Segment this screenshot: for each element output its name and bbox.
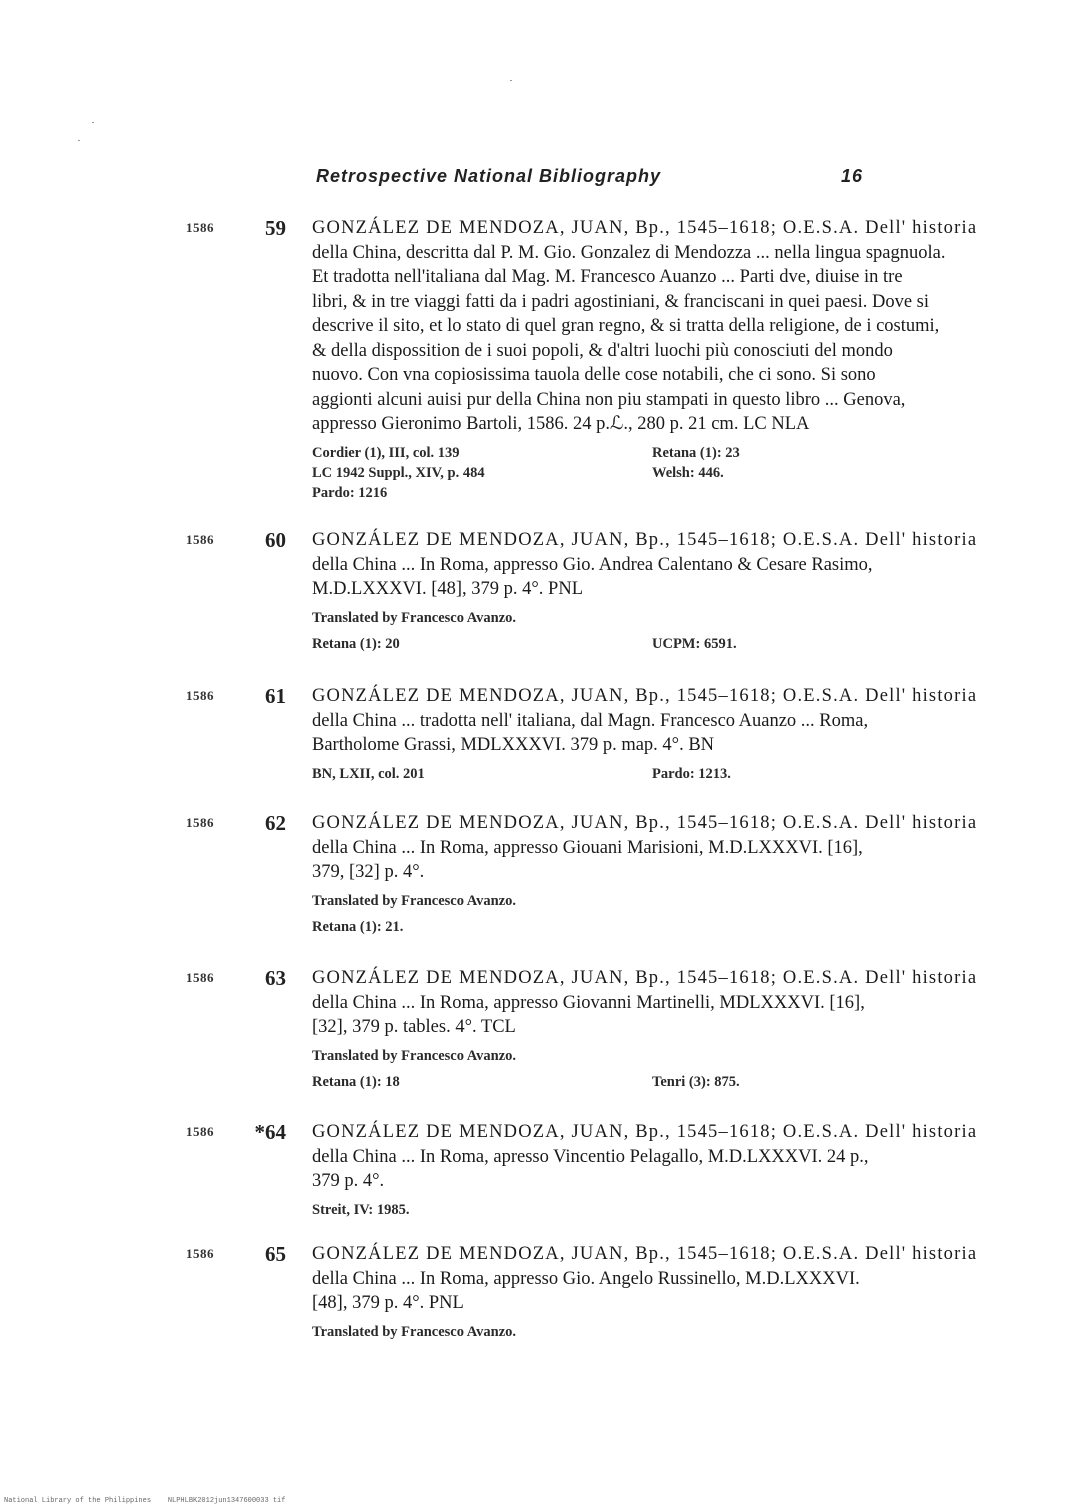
citation: BN, LXII, col. 201: [312, 765, 425, 782]
entry-year: 1586: [186, 970, 214, 985]
entry-number: 63: [265, 966, 286, 990]
entry-line: GONZÁLEZ DE MENDOZA, JUAN, Bp., 1545–1618; O.E.S.A. Dell' historia: [312, 1244, 978, 1264]
citations: [312, 1072, 992, 1092]
entry-text: [312, 966, 992, 1040]
entry-line: Et tradotta nell'italiana dal Mag. M. Francesco Auanzo ... Parti dve, diuise in tre: [312, 267, 903, 287]
citation: [652, 483, 992, 503]
entry-line: [32], 379 p. tables. 4°. TCL: [312, 1017, 516, 1037]
entry-note: Translated by Francesco Avanzo.: [312, 609, 517, 626]
entry-text: [312, 216, 992, 437]
citations: [312, 634, 992, 654]
running-title: Retrospective National Bibliography: [316, 166, 662, 186]
entry-text: [312, 1242, 992, 1316]
entry-note: Translated by Francesco Avanzo.: [312, 1047, 517, 1064]
entry-year: 1586: [186, 688, 214, 703]
entry-text: [312, 684, 992, 758]
entry-number: *64: [254, 1120, 286, 1144]
entry-body: [312, 1120, 992, 1220]
entry-body: [312, 528, 992, 654]
citation: Pardo: 1213.: [652, 765, 731, 782]
entry-line: della China ... In Roma, appresso Giouani Marisioni, M.D.LXXXVI. [16],: [312, 837, 863, 858]
entry-number: 61: [265, 684, 286, 708]
entry-body: [312, 966, 992, 1092]
scan-footer: National Library of the Philippines NLPHLBK2012jun1347600033 tif: [4, 1497, 286, 1505]
citation: Pardo: 1216: [312, 484, 388, 501]
entry-text: [312, 1120, 992, 1194]
entry-year: 1586: [186, 532, 214, 547]
entry-text: [312, 528, 992, 602]
entry-line: & della dispossition de i suoi popoli, & d'altri luochi più conosciuti del mondo: [312, 340, 893, 361]
entry-line: 379, [32] p. 4°.: [312, 862, 425, 882]
scan-speck: [92, 122, 94, 123]
entry-year: 1586: [186, 815, 214, 830]
entry-year: 1586: [186, 1246, 214, 1261]
entry-line: GONZÁLEZ DE MENDOZA, JUAN, Bp., 1545–1618; O.E.S.A. Dell' historia: [312, 1122, 978, 1142]
entry-note: Translated by Francesco Avanzo.: [312, 892, 517, 909]
citation: Retana (1): 23: [652, 444, 740, 461]
entry-line: libri, & in tre viaggi fatti da i padri agostiniani, & franciscani in quei paesi. Dove si: [312, 291, 930, 312]
entry-line: della China ... tradotta nell' italiana, dal Magn. Francesco Auanzo ... Roma,: [312, 710, 869, 731]
scan-speck: [510, 80, 512, 81]
citation: Cordier (1), III, col. 139: [312, 444, 460, 461]
entry-line: aggionti alcuni auisi pur della China non piu stampati in questo libro ... Genova,: [312, 389, 906, 410]
entry-note: Translated by Francesco Avanzo.: [312, 1323, 517, 1340]
entry-line: GONZÁLEZ DE MENDOZA, JUAN, Bp., 1545–1618; O.E.S.A. Dell' historia: [312, 218, 978, 238]
entry-body: [312, 1242, 992, 1342]
entry-number: 65: [265, 1242, 286, 1266]
entry-text: [312, 811, 992, 885]
entry-line: M.D.LXXXVI. [48], 379 p. 4°. PNL: [312, 579, 584, 599]
entry-line: Bartholome Grassi, MDLXXXVI. 379 p. map. 4°. BN: [312, 735, 715, 755]
entry-line: della China, descritta dal P. M. Gio. Gonzalez di Mendozza ... nella lingua spagnuola.: [312, 242, 946, 263]
entry-line: 379 p. 4°.: [312, 1171, 385, 1191]
entry-line: appresso Gieronimo Bartoli, 1586. 24 p.ℒ., 280 p. 21 cm. LC NLA: [312, 414, 810, 434]
entry-number: 62: [265, 811, 286, 835]
citation: Retana (1): 20: [312, 635, 400, 652]
entry-body: [312, 684, 992, 784]
entry-line: della China ... In Roma, apresso Vincentio Pelagallo, M.D.LXXXVI. 24 p.,: [312, 1146, 869, 1167]
entry-line: GONZÁLEZ DE MENDOZA, JUAN, Bp., 1545–1618; O.E.S.A. Dell' historia: [312, 813, 978, 833]
citation: UCPM: 6591.: [652, 635, 737, 652]
entry-number: 59: [265, 216, 286, 240]
citation: Tenri (3): 875.: [652, 1073, 740, 1090]
citations: [312, 764, 992, 784]
entry-body: [312, 216, 992, 503]
entry-line: GONZÁLEZ DE MENDOZA, JUAN, Bp., 1545–1618; O.E.S.A. Dell' historia: [312, 530, 978, 550]
citation: Retana (1): 21.: [312, 918, 404, 935]
entry-line: della China ... In Roma, appresso Giovanni Martinelli, MDLXXXVI. [16],: [312, 992, 865, 1013]
citation: Streit, IV: 1985.: [312, 1201, 410, 1218]
entry-line: [48], 379 p. 4°. PNL: [312, 1293, 464, 1313]
entry-line: della China ... In Roma, appresso Gio. Andrea Calentano & Cesare Rasimo,: [312, 554, 873, 575]
scan-speck: [78, 140, 80, 141]
citation: LC 1942 Suppl., XIV, p. 484: [312, 464, 485, 481]
entry-year: 1586: [186, 1124, 214, 1139]
entry-line: GONZÁLEZ DE MENDOZA, JUAN, Bp., 1545–1618; O.E.S.A. Dell' historia: [312, 686, 978, 706]
citations: [312, 443, 992, 503]
page-number: 16: [841, 166, 864, 186]
entry-body: [312, 811, 992, 937]
entry-line: della China ... In Roma, appresso Gio. Angelo Russinello, M.D.LXXXVI.: [312, 1268, 860, 1289]
entry-line: descrive il sito, et lo stato di quel gran regno, & si tratta della religione, de i costumi,: [312, 316, 940, 336]
entry-line: nuovo. Con vna copiosissima tauola delle cose notabili, che ci sono. Si sono: [312, 365, 876, 385]
entry-line: GONZÁLEZ DE MENDOZA, JUAN, Bp., 1545–1618; O.E.S.A. Dell' historia: [312, 968, 978, 988]
page-header: [316, 166, 866, 187]
entry-year: 1586: [186, 220, 214, 235]
entry-number: 60: [265, 528, 286, 552]
citation: Welsh: 446.: [652, 464, 724, 481]
citation: Retana (1): 18: [312, 1073, 400, 1090]
